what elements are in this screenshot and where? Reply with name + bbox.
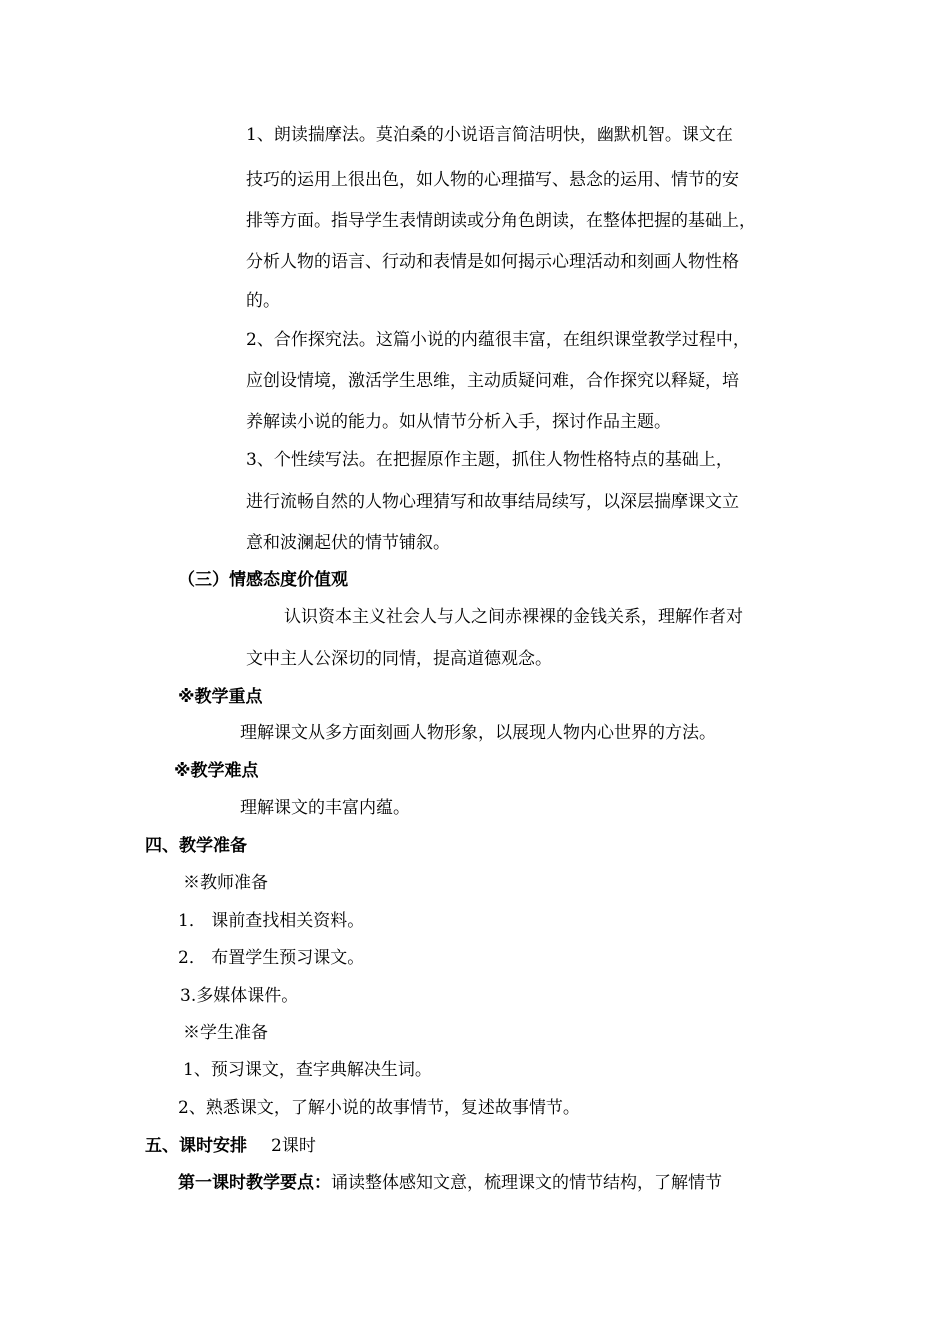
emotion-line-2: 文中主人公深切的同情，提高道德观念。 bbox=[246, 649, 552, 669]
difficulty-heading: ※教学难点 bbox=[174, 761, 259, 781]
method-3-line-3: 意和波澜起伏的情节铺叙。 bbox=[246, 533, 450, 553]
first-lesson-row bbox=[178, 1172, 722, 1194]
teacher-prep-heading: ※教师准备 bbox=[183, 873, 268, 893]
first-lesson-label: 第一课时教学要点： bbox=[178, 1173, 331, 1193]
preparation-heading: 四、教学准备 bbox=[145, 836, 247, 856]
method-2-line-2: 应创设情境，激活学生思维，主动质疑问难，合作探究以释疑，培 bbox=[246, 371, 739, 391]
schedule-row bbox=[145, 1135, 316, 1157]
teacher-prep-item-2: 2． 布置学生预习课文。 bbox=[178, 948, 365, 968]
method-1-line-4: 分析人物的语言、行动和表情是如何揭示心理活动和刻画人物性格 bbox=[246, 252, 739, 272]
emotion-heading: （三）情感态度价值观 bbox=[178, 570, 348, 590]
teacher-prep-item-1: 1． 课前查找相关资料。 bbox=[178, 911, 365, 931]
teacher-prep-item-3: 3.多媒体课件。 bbox=[180, 986, 299, 1006]
method-1-line-5: 的。 bbox=[246, 291, 280, 311]
method-2-line-3: 养解读小说的能力。如从情节分析入手，探讨作品主题。 bbox=[246, 412, 671, 432]
method-1-line-2: 技巧的运用上很出色，如人物的心理描写、悬念的运用、情节的安 bbox=[246, 170, 739, 190]
student-prep-item-2: 2、熟悉课文，了解小说的故事情节，复述故事情节。 bbox=[178, 1098, 580, 1118]
schedule-heading: 五、课时安排 bbox=[145, 1136, 247, 1156]
student-prep-heading: ※学生准备 bbox=[183, 1023, 268, 1043]
method-1-line-3: 排等方面。指导学生表情朗读或分角色朗读，在整体把握的基础上， bbox=[246, 211, 756, 231]
method-1-line-1: 1、朗读揣摩法。莫泊桑的小说语言简洁明快，幽默机智。课文在 bbox=[246, 125, 733, 145]
key-point-heading: ※教学重点 bbox=[178, 687, 263, 707]
emotion-line-1: 认识资本主义社会人与人之间赤裸裸的金钱关系，理解作者对 bbox=[284, 607, 743, 627]
key-point-text: 理解课文从多方面刻画人物形象，以展现人物内心世界的方法。 bbox=[240, 723, 716, 743]
difficulty-text: 理解课文的丰富内蕴。 bbox=[240, 798, 410, 818]
schedule-value: 2课时 bbox=[271, 1136, 316, 1156]
method-3-line-2: 进行流畅自然的人物心理猜写和故事结局续写，以深层揣摩课文立 bbox=[246, 492, 739, 512]
method-2-line-1: 2、合作探究法。这篇小说的内蕴很丰富，在组织课堂教学过程中， bbox=[246, 330, 750, 350]
first-lesson-text: 诵读整体感知文意，梳理课文的情节结构，了解情节 bbox=[331, 1173, 722, 1193]
method-3-line-1: 3、个性续写法。在把握原作主题，抓住人物性格特点的基础上， bbox=[246, 450, 733, 470]
student-prep-item-1: 1、预习课文，查字典解决生词。 bbox=[183, 1060, 432, 1080]
